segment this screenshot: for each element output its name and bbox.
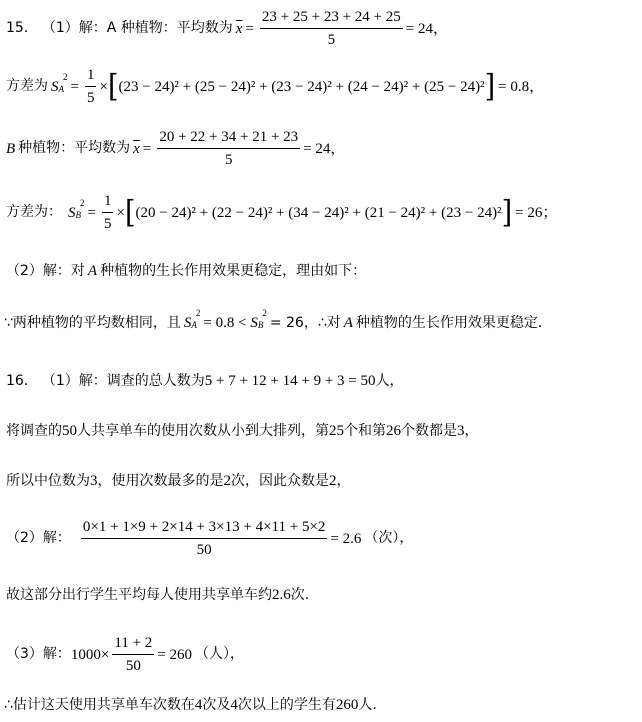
left-bracket: [ xyxy=(124,194,136,231)
equals-sign: = xyxy=(245,20,254,37)
mean-b-fraction xyxy=(157,128,300,169)
conclusion-value: 2.6 xyxy=(272,587,291,603)
plant-b-letter: B xyxy=(6,140,16,157)
conclusion-text-a: 故这部分出行学生平均每人使用共享单车约 xyxy=(6,586,272,603)
mean-a-denominator: 5 xyxy=(327,32,336,48)
final-4b: 4 xyxy=(230,697,238,713)
p15-mean-a-line xyxy=(6,8,642,49)
variance-a-result: = 0.8， xyxy=(498,78,545,95)
variance-b-label: 方差为： xyxy=(6,204,62,221)
final-text-d: 人. xyxy=(358,696,377,713)
reason-text-b: 种植物的生长作用效果更稳定． xyxy=(355,314,552,331)
part-1-label: （1）解： xyxy=(41,20,107,37)
variance-b-result: = 26； xyxy=(515,204,558,221)
variance-a-terms: (23 − 24)² + (25 − 24)² + (23 − 24)² + (24 − 24)² + (25 − 24)² xyxy=(118,78,485,95)
median-text-c: 次，因此众数是 xyxy=(231,472,329,489)
reason-compare: = 0.8 < xyxy=(203,315,251,331)
p15-variance-a-line xyxy=(6,66,642,107)
part-2-text-a: （2）解：对 xyxy=(6,262,85,279)
p16-total-line xyxy=(6,372,642,390)
p15-mean-b-line xyxy=(6,128,642,169)
estimate-fraction xyxy=(112,634,154,675)
average-numerator: 0×1 + 1×9 + 2×14 + 3×13 + 4×11 + 5×2 xyxy=(81,518,328,539)
sort-text-b: 人共享单车的使用次数从小到大排列，第 xyxy=(77,422,329,439)
reason-text-a: ∵两种植物的平均数相同，且 xyxy=(4,314,181,331)
sort-text-a: 将调查的 xyxy=(6,422,62,439)
median-value: 3 xyxy=(90,473,98,489)
problem-number-15: 15． xyxy=(6,20,38,37)
most-used-value: 2 xyxy=(223,473,231,489)
mean-symbol: $\overline{x}$ xyxy=(133,140,140,157)
variance-b-symbol: S $_B$ $^2$ xyxy=(250,308,267,331)
estimate-unit: （人）， xyxy=(195,646,245,663)
sort-count: 50 xyxy=(62,423,77,439)
total-expression: 5 + 7 + 12 + 14 + 9 + 3 = 50 xyxy=(204,373,376,389)
p16-estimate-line xyxy=(6,634,642,675)
p16-sort-line xyxy=(6,422,642,440)
estimate-multiplier: 1000× xyxy=(70,646,110,663)
left-bracket: [ xyxy=(107,68,119,105)
median-text-b: ，使用次数最多的是 xyxy=(97,472,224,489)
estimate-denominator: 50 xyxy=(125,658,141,674)
average-fraction xyxy=(81,518,328,559)
reason-value: = 26，∴对 xyxy=(269,314,341,331)
median-text-d: ， xyxy=(336,472,351,489)
p15-reason-line xyxy=(4,308,642,332)
equals-sign: = xyxy=(87,204,96,221)
right-bracket: ] xyxy=(501,194,513,231)
plant-b-mean-intro: 种植物：平均数为 xyxy=(18,140,131,157)
final-text-b: 次及 xyxy=(202,696,231,713)
sort-25: 25 xyxy=(329,423,344,439)
mean-b-numerator: 20 + 22 + 34 + 21 + 23 xyxy=(157,128,300,149)
times-sign: × xyxy=(116,204,125,221)
mean-b-result: = 24， xyxy=(303,140,346,157)
p15-part-2-line xyxy=(6,262,642,280)
average-unit: （次）， xyxy=(364,530,414,547)
mean-a-numerator: 23 + 25 + 23 + 24 + 25 xyxy=(260,8,403,29)
equals-sign: = xyxy=(142,140,152,157)
average-denominator: 50 xyxy=(196,542,212,558)
median-text-a: 所以中位数为 xyxy=(6,472,90,489)
final-text-a: ∴估计这天使用共享单车次数在 xyxy=(4,696,195,713)
mean-symbol: $\overline{x}$ xyxy=(235,20,243,37)
plant-a-letter: A xyxy=(87,263,98,279)
variance-a-label: 方差为 xyxy=(6,78,48,95)
times-sign: × xyxy=(99,78,108,95)
plant-a-mean-intro: A 种植物：平均数为 xyxy=(106,20,233,37)
final-text-c: 次以上的学生有 xyxy=(237,696,336,713)
sort-26: 26 xyxy=(386,423,401,439)
sort-text-d: 个数都是 xyxy=(401,422,457,439)
variance-a-symbol: S $_A$ $^2$ xyxy=(183,308,201,331)
one-fifth-fraction: $\frac{1}{5}$ xyxy=(86,67,95,106)
variance-a-symbol: S $_A$ $^2$ xyxy=(51,71,68,95)
average-result: = 2.6 xyxy=(330,530,362,547)
conclusion-text-b: 次. xyxy=(290,586,310,603)
sort-text-e: ， xyxy=(464,422,479,439)
right-bracket: ] xyxy=(484,68,496,105)
problem-number-16: 16． xyxy=(6,372,38,389)
p16-part-1-text: （1）解：调查的总人数为 xyxy=(41,372,205,389)
p16-conclusion-line xyxy=(6,586,642,604)
estimate-numerator: 11 + 2 xyxy=(112,634,154,655)
mean-a-result: = 24， xyxy=(405,20,448,37)
part-2-text-b: 种植物的生长作用效果更稳定，理由如下： xyxy=(100,262,367,279)
variance-b-terms: (20 − 24)² + (22 − 24)² + (34 − 24)² + (21 − 24)² + (23 − 24)² xyxy=(135,204,502,221)
final-4a: 4 xyxy=(194,697,203,713)
variance-b-symbol: S $_B$ $^2$ xyxy=(68,197,85,221)
p16-part-3-label: （3）解： xyxy=(6,646,71,663)
equals-sign: = xyxy=(70,78,79,95)
mean-a-fraction xyxy=(260,8,403,49)
one-fifth-fraction: $\frac{1}{5}$ xyxy=(103,193,112,232)
p16-average-line xyxy=(6,518,642,559)
p16-median-line xyxy=(6,472,642,490)
sort-3: 3 xyxy=(457,423,465,439)
mean-b-denominator: 5 xyxy=(224,152,233,168)
estimate-result: = 260 xyxy=(157,646,193,663)
final-260: 260 xyxy=(335,697,359,713)
total-unit: 人， xyxy=(375,372,404,389)
p15-variance-b-line xyxy=(6,192,642,233)
plant-a-letter: A xyxy=(343,315,353,331)
mode-value: 2 xyxy=(329,473,337,489)
p16-part-2-label: （2）解： xyxy=(6,530,71,547)
sort-text-c: 个和第 xyxy=(344,422,386,439)
p16-final-line xyxy=(4,696,642,714)
